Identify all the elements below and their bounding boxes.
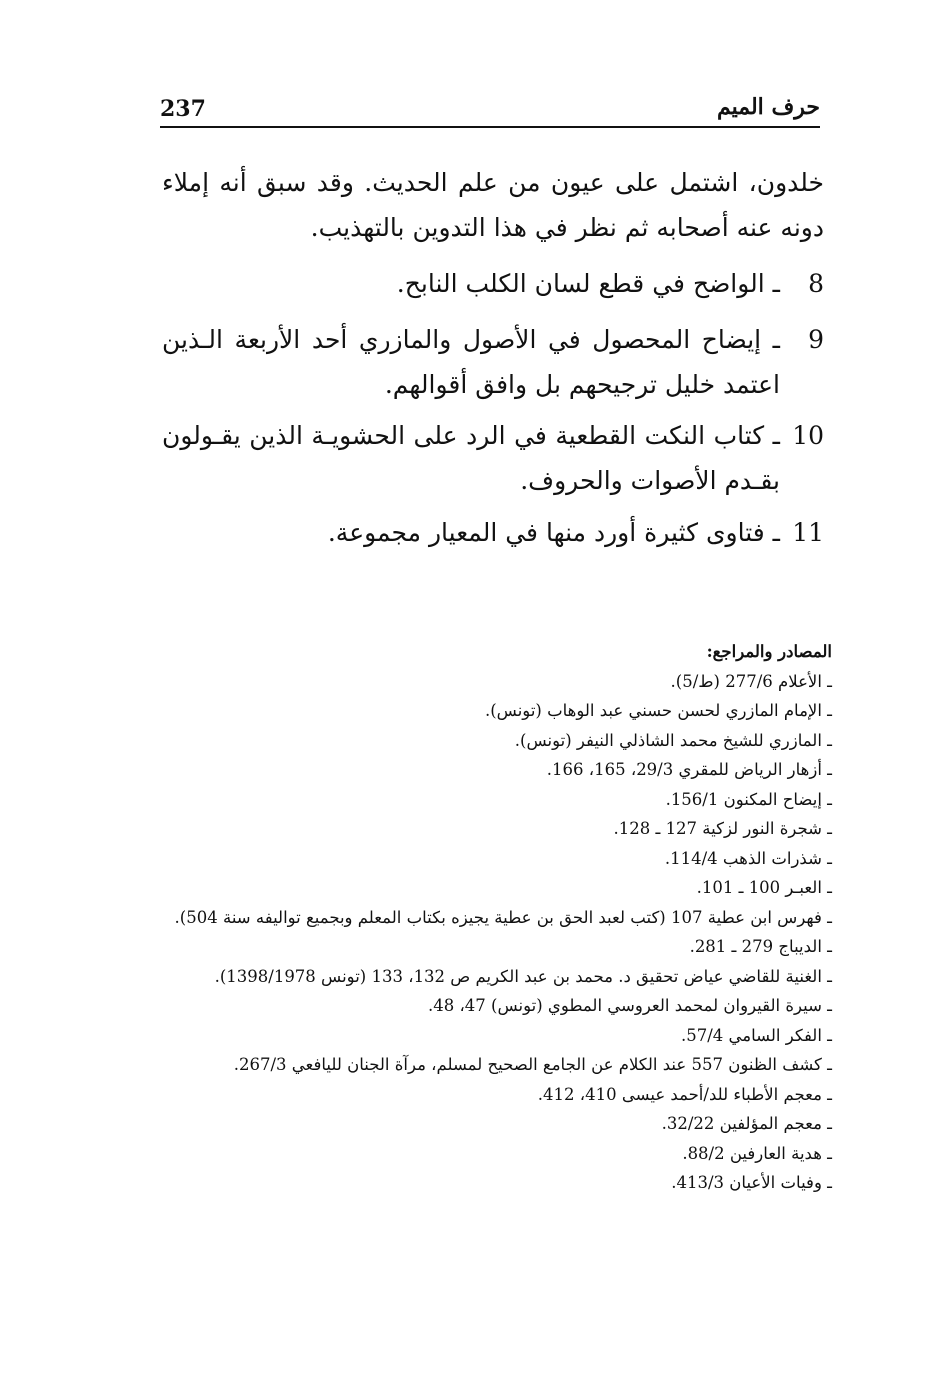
list-item-number: 8 <box>808 269 824 298</box>
list-item <box>162 510 824 555</box>
reference-item: ـ العبـر 100 ـ 101. <box>696 878 832 897</box>
reference-item: ـ الإمام المازري لحسن حسني عبد الوهاب (تونس). <box>484 701 832 720</box>
reference-item: ـ معجم المؤلفين 32/22. <box>661 1114 832 1133</box>
list-item-text: ـ فتاوى كثيرة أورد منها في المعيار مجموعة. <box>327 518 780 547</box>
reference-item: ـ المازري للشيخ محمد الشاذلي النيفر (تونس). <box>514 730 832 750</box>
reference-item: ـ الأعلام 277/6 (ط/5). <box>670 671 832 691</box>
running-title: حرف الميم <box>716 94 820 120</box>
reference-item: ـ شجرة النور لزكية 127 ـ 128. <box>613 819 832 838</box>
reference-item: ـ فهرس ابن عطية 107 (كتب لعبد الحق بن عطية يجيزه بكتاب المعلم وبجميع تواليفه سنة 504). <box>174 907 832 927</box>
reference-item: ـ الديباج 279 ـ 281. <box>689 937 832 956</box>
reference-item: ـ كشف الظنون 557 عند الكلام عن الجامع الصحيح لمسلم، مرآة الجنان لليافعي 267/3. <box>233 1055 832 1074</box>
reference-item: ـ إيضاح المكنون 156/1. <box>665 789 832 809</box>
list-item <box>162 261 824 306</box>
reference-item: ـ الغنية للقاضي عياض تحقيق د. محمد بن عبد الكريم ص 132، 133 (تونس 1398/1978). <box>214 966 832 986</box>
reference-item: ـ معجم الأطباء للد/أحمد عيسى 410، 412. <box>537 1084 832 1104</box>
reference-item: ـ وفيات الأعيان 413/3. <box>671 1173 832 1192</box>
page-number: 237 <box>160 96 206 122</box>
reference-item: ـ شذرات الذهب 114/4. <box>664 848 832 868</box>
references-heading: المصادر والمراجع: <box>706 642 832 661</box>
list-item <box>162 413 824 503</box>
list-item-number: 9 <box>808 325 824 354</box>
list-item-number: 11 <box>792 518 824 547</box>
list-item-text: ـ إيضاح المحصول في الأصول والمازري أحد الأربعة الـذين اعتمد خليل ترجيحهم بل وافق أقوالهم. <box>162 325 780 399</box>
reference-item: ـ الفكر السامي 57/4. <box>680 1025 832 1045</box>
reference-item: ـ هدية العارفين 88/2. <box>682 1143 832 1163</box>
reference-item: ـ سيرة القيروان لمحمد العروسي المطوي (تونس) 47، 48. <box>427 996 832 1015</box>
reference-item: ـ أزهار الرياض للمقري 29/3، 165، 166. <box>546 760 832 779</box>
list-item <box>162 317 824 407</box>
paragraph-text: خلدون، اشتمل على عيون من علم الحديث. وقد سبق أنه إملاء دونه عنه أصحابه ثم نظر في هذا التدوين بالتهذيب. <box>162 168 824 242</box>
page-header <box>160 92 820 128</box>
references-section <box>160 637 832 1198</box>
list-item-text: ـ الواضح في قطع لسان الكلب النابح. <box>396 269 780 298</box>
continuation-paragraph <box>162 160 824 250</box>
list-item-number: 10 <box>792 421 824 450</box>
list-item-text: ـ كتاب النكت القطعية في الرد على الحشويـة الذين يقـولون بقـدم الأصوات والحروف. <box>162 421 780 495</box>
